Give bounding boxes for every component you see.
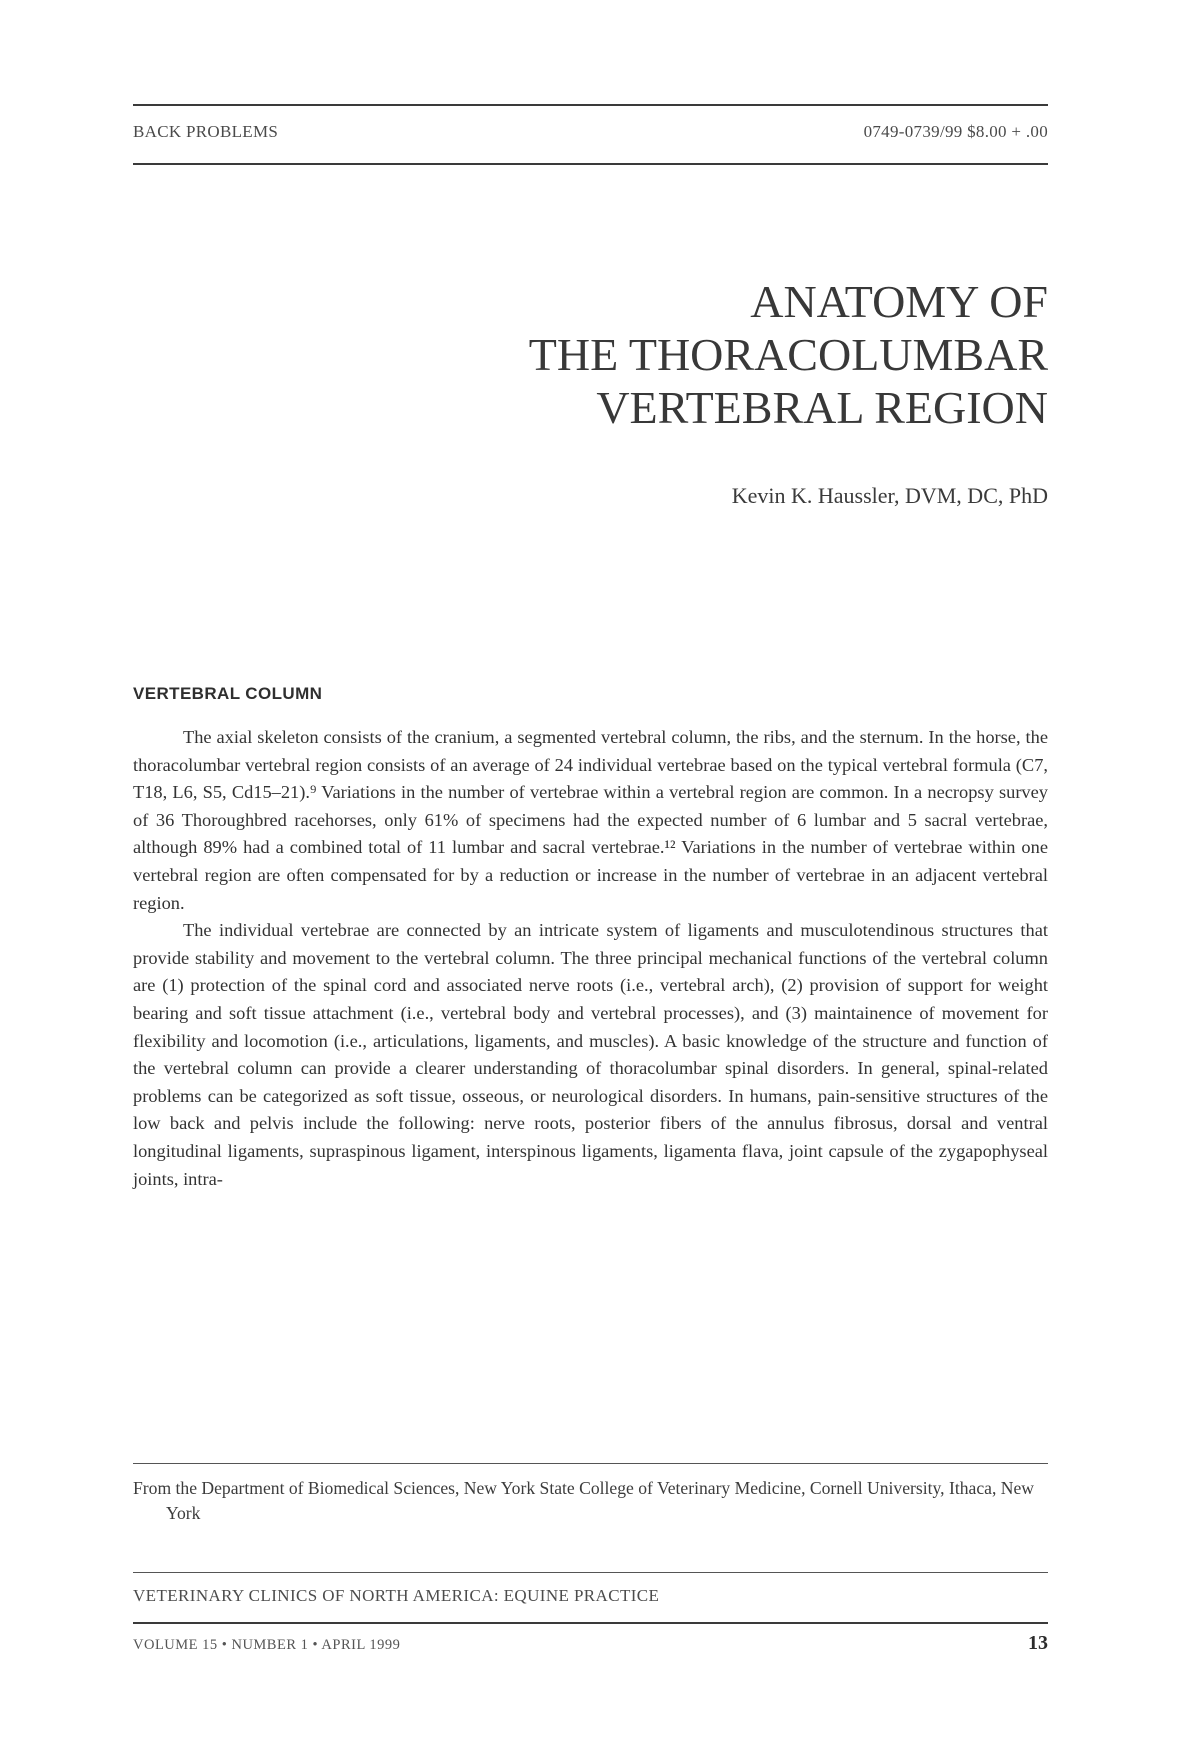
footer-top-rule xyxy=(133,1572,1048,1573)
article-body xyxy=(133,724,1048,1193)
section-heading: VERTEBRAL COLUMN xyxy=(133,684,323,703)
title-line: VERTEBRAL REGION xyxy=(596,382,1048,433)
volume-issue-date: VOLUME 15 • NUMBER 1 • APRIL 1999 xyxy=(133,1637,401,1653)
footer-bottom-rule xyxy=(133,1622,1048,1624)
issn-price-code: 0749-0739/99 $8.00 + .00 xyxy=(863,122,1048,141)
affiliation-footnote: From the Department of Biomedical Sciences, New York State College of Veterinary Medicine, Cornell University, Ithaca, New York xyxy=(133,1478,1034,1523)
header-bottom-rule xyxy=(133,163,1048,165)
footnote-rule xyxy=(133,1463,1048,1464)
author-byline: Kevin K. Haussler, DVM, DC, PhD xyxy=(731,483,1048,508)
title-line: ANATOMY OF xyxy=(750,276,1048,327)
journal-name: VETERINARY CLINICS OF NORTH AMERICA: EQUINE PRACTICE xyxy=(133,1586,660,1605)
header-top-rule xyxy=(133,104,1048,106)
page-number: 13 xyxy=(1028,1632,1048,1654)
title-line: THE THORACOLUMBAR xyxy=(528,329,1048,380)
body-paragraph: The individual vertebrae are connected by an intricate system of ligaments and musculotendinous structures that provide stability and movement to the vertebral column. The three principal mechanical functions of the vertebral column are (1) protection of the spinal cord and associated nerve roots (i.e., vertebral arch), (2) provision of support for weight bearing and soft tissue attachment (i.e., vertebral body and vertebral processes), and (3) maintainence of movement for flexibility and locomotion (i.e., articulations, ligaments, and muscles). A basic knowledge of the structure and function of the vertebral column can provide a clearer understanding of thoracolumbar spinal disorders. In general, spinal-related problems can be categorized as soft tissue, osseous, or neurological disorders. In humans, pain-sensitive structures of the low back and pelvis include the following: nerve roots, posterior fibers of the annulus fibrosus, dorsal and ventral longitudinal ligaments, supraspinous ligament, interspinous ligaments, ligamenta flava, joint capsule of the zygapophyseal joints, intra- xyxy=(133,920,1048,1189)
running-head-title: BACK PROBLEMS xyxy=(133,122,279,141)
article-title xyxy=(529,275,1048,434)
body-paragraph: The axial skeleton consists of the cranium, a segmented vertebral column, the ribs, and the sternum. In the horse, the thoracolumbar vertebral region consists of an average of 24 individual vertebrae based on the typical vertebral formula (C7, T18, L6, S5, Cd15–21).⁹ Variations in the number of vertebrae within a vertebral region are common. In a necropsy survey of 36 Thoroughbred racehorses, only 61% of specimens had the expected number of 6 lumbar and 5 sacral vertebrae, although 89% had a combined total of 11 lumbar and sacral vertebrae.¹² Variations in the number of vertebrae within one vertebral region are often compensated for by a reduction or increase in the number of vertebrae in an adjacent vertebral region. xyxy=(133,727,1048,913)
